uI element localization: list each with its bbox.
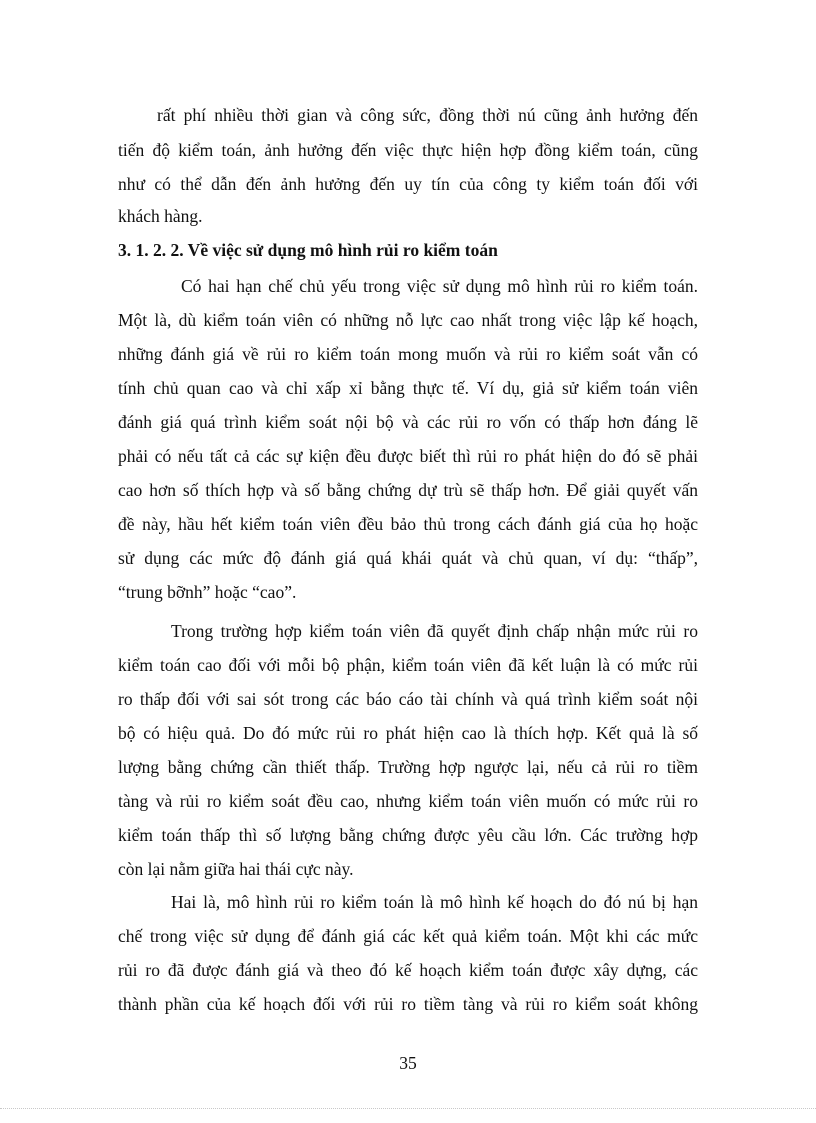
text-line: kiểm toán thấp thì số lượng bằng chứng được yêu cầu lớn. Các trường hợp [118,825,698,845]
text-line: còn lại nằm giữa hai thái cực này. [118,859,354,879]
section-heading: 3. 1. 2. 2. Về việc sử dụng mô hình rủi ro kiểm toán [118,240,498,260]
text-line: Một là, dù kiểm toán viên có những nỗ lực cao nhất trong việc lập kế hoạch, [118,310,698,330]
page-number: 35 [399,1053,417,1073]
text-line: đề này, hầu hết kiểm toán viên đều bảo thủ trong cách đánh giá của họ hoặc [118,514,698,534]
text-line: cao hơn số thích hợp và số bằng chứng dự trù sẽ thấp hơn. Để giải quyết vấn [118,480,698,500]
text-line: lượng bằng chứng cần thiết thấp. Trường hợp ngược lại, nếu cả rủi ro tiềm [118,757,698,777]
text-line: ro thấp đối với sai sót trong các báo cáo tài chính và quá trình kiểm soát nội [118,689,698,709]
text-line: Trong trường hợp kiểm toán viên đã quyết định chấp nhận mức rủi ro [171,621,698,641]
page-bottom-divider [0,1108,816,1109]
text-line: Hai là, mô hình rủi ro kiểm toán là mô hình kế hoạch do đó nú bị hạn [171,892,698,912]
text-line: rủi ro đã được đánh giá và theo đó kế hoạch kiểm toán được xây dựng, các [118,960,698,980]
text-line: những đánh giá về rủi ro kiểm toán mong muốn và rủi ro kiểm soát vẫn có [118,344,698,364]
text-line: chế trong việc sử dụng để đánh giá các kết quả kiểm toán. Một khi các mức [118,926,698,946]
text-line: như có thể dẫn đến ảnh hưởng đến uy tín của công ty kiểm toán đối với [118,174,698,194]
text-line: kiểm toán cao đối với mỗi bộ phận, kiểm toán viên đã kết luận là có mức rủi [118,655,698,675]
text-line: khách hàng. [118,206,203,226]
text-line: tàng và rủi ro kiểm soát đều cao, nhưng kiểm toán viên muốn có mức rủi ro [118,791,698,811]
text-line: tiến độ kiểm toán, ảnh hưởng đến việc thực hiện hợp đồng kiểm toán, cũng [118,140,698,160]
text-line: tính chủ quan cao và chỉ xấp xỉ bằng thực tế. Ví dụ, giả sử kiểm toán viên [118,378,698,398]
text-line: đánh giá quá trình kiểm soát nội bộ và các rủi ro vốn có thấp hơn đáng lẽ [118,412,698,432]
text-line: Có hai hạn chế chủ yếu trong việc sử dụng mô hình rủi ro kiểm toán. [181,276,698,296]
text-line: sử dụng các mức độ đánh giá quá khái quát và chủ quan, ví dụ: “thấp”, [118,548,698,568]
text-line: bộ có hiệu quả. Do đó mức rủi ro phát hiện cao là thích hợp. Kết quả là số [118,723,698,743]
text-line: thành phần của kế hoạch đối với rủi ro tiềm tàng và rủi ro kiểm soát không [118,994,698,1014]
text-line: “trung bỡnh” hoặc “cao”. [118,582,297,602]
text-line: rất phí nhiều thời gian và công sức, đồng thời nú cũng ảnh hưởng đến [157,105,698,125]
text-line: phải có nếu tất cả các sự kiện đều được biết thì rủi ro phát hiện do đó sẽ phải [118,446,698,466]
